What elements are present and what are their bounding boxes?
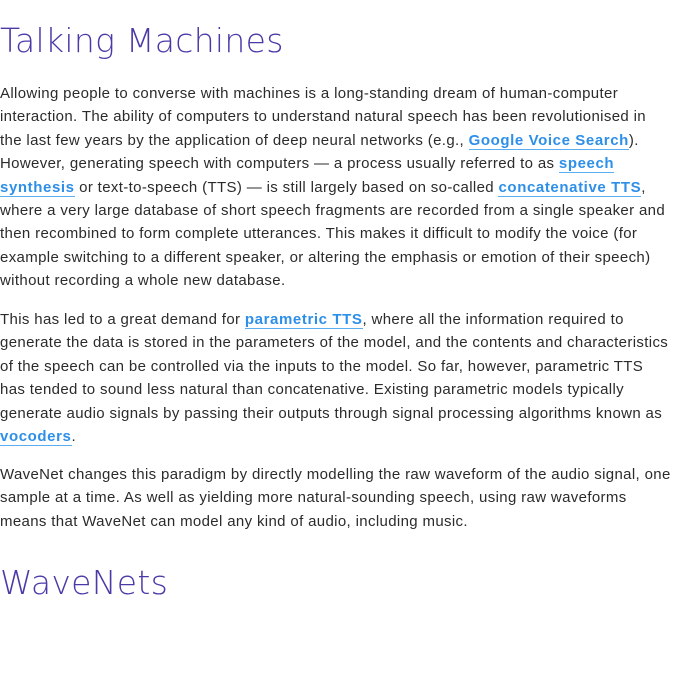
paragraph-text: , where a very large database of short speech fragments are recorded from a single speaker and then recombined to form complete utterances. This makes it difficult to modify the voice (for example switching to a different speaker, or altering the emphasis or emotion of their speech) without recording a whole new database. (0, 178, 666, 290)
section-heading-wavenets: WaveNets (0, 563, 169, 602)
paragraph-text: WaveNet changes this paradigm by directly modelling the raw waveform of the audio signal, one sample at a time. As well as yielding more natural-sounding speech, using raw waveforms means that WaveNet can model any kind of audio, including music. (0, 466, 671, 530)
link-concatenative-tts[interactable]: concatenative TTS (498, 178, 642, 196)
paragraph-text: ). However, generating speech with computers — a process usually referred to as (0, 131, 639, 173)
paragraph-text: or text-to-speech (TTS) — is still largely based on so-called (74, 178, 499, 196)
paragraph-text: Allowing people to converse with machines is a long-standing dream of human-computer interaction. The ability of computers to understand natural speech has been revolutionised in the last few years by the application of deep neural networks (e.g., (0, 85, 646, 149)
paragraph-parametric (0, 308, 672, 448)
paragraph-text: . (71, 428, 77, 446)
paragraph-text: , where all the information required to generate the data is stored in the parameters of the model, and the contents and characteristics of the speech can be controlled via the inputs to the model. So far, however, parametric TTS has tended to sound less natural than concatenative. Existing parametric models typically generate audio signals by passing their outputs through signal processing algorithms known as (0, 311, 669, 422)
section-heading-talking-machines: Talking Machines (0, 21, 284, 60)
paragraph-intro (0, 82, 672, 293)
link-google-voice-search[interactable]: Google Voice Search (468, 131, 629, 149)
link-parametric-tts[interactable]: parametric TTS (244, 311, 363, 328)
paragraph-text: This has led to a great demand for (0, 311, 245, 328)
paragraph-wavenet (0, 463, 672, 533)
link-speech-synthesis[interactable]: speech synthesis (0, 155, 615, 196)
link-vocoders[interactable]: vocoders (0, 428, 72, 446)
